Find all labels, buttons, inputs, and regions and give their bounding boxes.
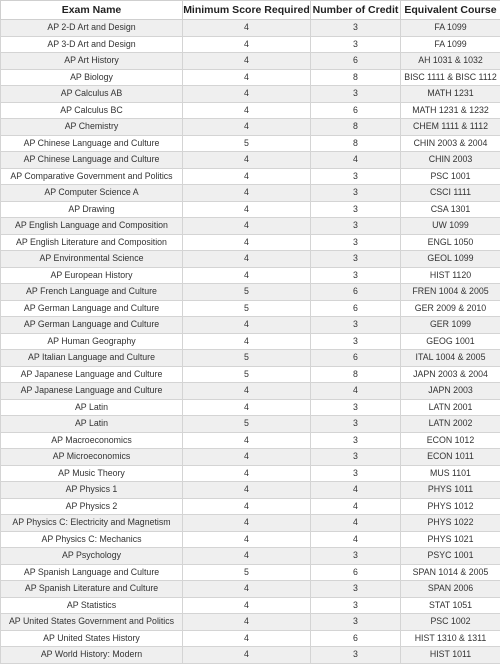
minimum-score-cell: 4 [183, 548, 311, 565]
exam-name-cell: AP Music Theory [1, 465, 183, 482]
minimum-score-cell: 5 [183, 135, 311, 152]
table-row [1, 333, 500, 350]
equivalent-course-cell: GEOL 1099 [401, 251, 500, 268]
equivalent-course-cell: MATH 1231 & 1232 [401, 102, 500, 119]
minimum-score-cell: 4 [183, 185, 311, 202]
exam-name-cell: AP Drawing [1, 201, 183, 218]
exam-name-cell: AP Physics C: Mechanics [1, 531, 183, 548]
exam-name-cell: AP German Language and Culture [1, 317, 183, 334]
exam-name-cell: AP German Language and Culture [1, 300, 183, 317]
equivalent-course-cell: CHEM 1111 & 1112 [401, 119, 500, 136]
minimum-score-cell: 5 [183, 284, 311, 301]
equivalent-course-cell: ENGL 1050 [401, 234, 500, 251]
credit-cell: 4 [311, 482, 401, 499]
table-row [1, 284, 500, 301]
credit-cell: 3 [311, 647, 401, 664]
table-row [1, 515, 500, 532]
exam-name-cell: AP Spanish Language and Culture [1, 564, 183, 581]
table-row [1, 350, 500, 367]
table-row [1, 498, 500, 515]
header-minimum-score: Minimum Score Required [183, 1, 311, 20]
minimum-score-cell: 4 [183, 317, 311, 334]
credit-cell: 3 [311, 333, 401, 350]
exam-name-cell: AP English Language and Composition [1, 218, 183, 235]
minimum-score-cell: 4 [183, 581, 311, 598]
credit-cell: 3 [311, 465, 401, 482]
exam-name-cell: AP Human Geography [1, 333, 183, 350]
table-row [1, 432, 500, 449]
credit-cell: 8 [311, 135, 401, 152]
minimum-score-cell: 4 [183, 531, 311, 548]
equivalent-course-cell: MUS 1101 [401, 465, 500, 482]
exam-name-cell: AP Latin [1, 399, 183, 416]
equivalent-course-cell: SPAN 2006 [401, 581, 500, 598]
credit-cell: 3 [311, 597, 401, 614]
credit-cell: 3 [311, 20, 401, 37]
table-row [1, 20, 500, 37]
exam-name-cell: AP United States History [1, 630, 183, 647]
exam-name-cell: AP Environmental Science [1, 251, 183, 268]
table-row [1, 548, 500, 565]
exam-name-cell: AP Microeconomics [1, 449, 183, 466]
table-row [1, 201, 500, 218]
table-body [1, 20, 500, 664]
table-row [1, 531, 500, 548]
table-row [1, 185, 500, 202]
minimum-score-cell: 4 [183, 53, 311, 70]
credit-cell: 6 [311, 630, 401, 647]
minimum-score-cell: 4 [183, 69, 311, 86]
exam-name-cell: AP Physics 2 [1, 498, 183, 515]
minimum-score-cell: 4 [183, 251, 311, 268]
equivalent-course-cell: SPAN 1014 & 2005 [401, 564, 500, 581]
equivalent-course-cell: PHYS 1011 [401, 482, 500, 499]
credit-cell: 3 [311, 581, 401, 598]
credit-cell: 6 [311, 102, 401, 119]
equivalent-course-cell: BISC 1111 & BISC 1112 [401, 69, 500, 86]
equivalent-course-cell: CSA 1301 [401, 201, 500, 218]
table-row [1, 300, 500, 317]
table-row [1, 581, 500, 598]
table-row [1, 234, 500, 251]
minimum-score-cell: 5 [183, 350, 311, 367]
table-row [1, 564, 500, 581]
credit-cell: 6 [311, 350, 401, 367]
minimum-score-cell: 4 [183, 333, 311, 350]
table-row [1, 614, 500, 631]
equivalent-course-cell: FA 1099 [401, 36, 500, 53]
minimum-score-cell: 4 [183, 168, 311, 185]
credit-cell: 3 [311, 251, 401, 268]
exam-name-cell: AP English Literature and Composition [1, 234, 183, 251]
table-row [1, 366, 500, 383]
table-row [1, 482, 500, 499]
table-row [1, 86, 500, 103]
table-row [1, 383, 500, 400]
equivalent-course-cell: PSC 1002 [401, 614, 500, 631]
table-row [1, 251, 500, 268]
table-row [1, 218, 500, 235]
credit-cell: 8 [311, 366, 401, 383]
credit-cell: 3 [311, 234, 401, 251]
equivalent-course-cell: HIST 1310 & 1311 [401, 630, 500, 647]
exam-name-cell: AP World History: Modern [1, 647, 183, 664]
equivalent-course-cell: ECON 1012 [401, 432, 500, 449]
minimum-score-cell: 4 [183, 36, 311, 53]
exam-name-cell: AP Comparative Government and Politics [1, 168, 183, 185]
exam-name-cell: AP Chinese Language and Culture [1, 152, 183, 169]
minimum-score-cell: 4 [183, 647, 311, 664]
credit-cell: 3 [311, 267, 401, 284]
credit-cell: 4 [311, 383, 401, 400]
equivalent-course-cell: GER 1099 [401, 317, 500, 334]
minimum-score-cell: 4 [183, 515, 311, 532]
credit-cell: 3 [311, 218, 401, 235]
exam-name-cell: AP Italian Language and Culture [1, 350, 183, 367]
minimum-score-cell: 4 [183, 20, 311, 37]
credit-cell: 3 [311, 449, 401, 466]
exam-name-cell: AP Psychology [1, 548, 183, 565]
exam-name-cell: AP Latin [1, 416, 183, 433]
minimum-score-cell: 4 [183, 432, 311, 449]
equivalent-course-cell: GER 2009 & 2010 [401, 300, 500, 317]
equivalent-course-cell: CHIN 2003 & 2004 [401, 135, 500, 152]
table-row [1, 36, 500, 53]
credit-cell: 3 [311, 168, 401, 185]
table-row [1, 135, 500, 152]
credit-cell: 8 [311, 119, 401, 136]
equivalent-course-cell: AH 1031 & 1032 [401, 53, 500, 70]
table-row [1, 168, 500, 185]
exam-name-cell: AP 2-D Art and Design [1, 20, 183, 37]
exam-name-cell: AP Japanese Language and Culture [1, 366, 183, 383]
equivalent-course-cell: CHIN 2003 [401, 152, 500, 169]
equivalent-course-cell: PHYS 1021 [401, 531, 500, 548]
equivalent-course-cell: LATN 2001 [401, 399, 500, 416]
minimum-score-cell: 4 [183, 267, 311, 284]
equivalent-course-cell: PHYS 1022 [401, 515, 500, 532]
table-row [1, 449, 500, 466]
exam-name-cell: AP Japanese Language and Culture [1, 383, 183, 400]
header-number-of-credit: Number of Credit [311, 1, 401, 20]
minimum-score-cell: 4 [183, 201, 311, 218]
table-row [1, 152, 500, 169]
credit-cell: 6 [311, 564, 401, 581]
minimum-score-cell: 4 [183, 465, 311, 482]
exam-name-cell: AP Calculus BC [1, 102, 183, 119]
exam-name-cell: AP Statistics [1, 597, 183, 614]
credit-cell: 3 [311, 201, 401, 218]
credit-cell: 6 [311, 53, 401, 70]
table-row [1, 465, 500, 482]
equivalent-course-cell: GEOG 1001 [401, 333, 500, 350]
minimum-score-cell: 5 [183, 300, 311, 317]
header-exam-name: Exam Name [1, 1, 183, 20]
credit-cell: 6 [311, 284, 401, 301]
credit-cell: 3 [311, 36, 401, 53]
exam-name-cell: AP Macroeconomics [1, 432, 183, 449]
minimum-score-cell: 4 [183, 449, 311, 466]
table-row [1, 53, 500, 70]
credit-cell: 3 [311, 399, 401, 416]
credit-cell: 4 [311, 515, 401, 532]
credit-cell: 3 [311, 614, 401, 631]
credit-cell: 8 [311, 69, 401, 86]
equivalent-course-cell: ITAL 1004 & 2005 [401, 350, 500, 367]
table-row [1, 102, 500, 119]
table-row [1, 597, 500, 614]
equivalent-course-cell: ECON 1011 [401, 449, 500, 466]
equivalent-course-cell: HIST 1120 [401, 267, 500, 284]
minimum-score-cell: 4 [183, 630, 311, 647]
equivalent-course-cell: CSCI 1111 [401, 185, 500, 202]
exam-name-cell: AP 3-D Art and Design [1, 36, 183, 53]
exam-name-cell: AP Computer Science A [1, 185, 183, 202]
minimum-score-cell: 5 [183, 564, 311, 581]
exam-name-cell: AP Chinese Language and Culture [1, 135, 183, 152]
equivalent-course-cell: FREN 1004 & 2005 [401, 284, 500, 301]
minimum-score-cell: 4 [183, 234, 311, 251]
table-row [1, 399, 500, 416]
minimum-score-cell: 4 [183, 102, 311, 119]
table-row [1, 69, 500, 86]
equivalent-course-cell: JAPN 2003 [401, 383, 500, 400]
equivalent-course-cell: MATH 1231 [401, 86, 500, 103]
exam-name-cell: AP Calculus AB [1, 86, 183, 103]
exam-name-cell: AP Art History [1, 53, 183, 70]
minimum-score-cell: 4 [183, 614, 311, 631]
credit-cell: 3 [311, 86, 401, 103]
minimum-score-cell: 4 [183, 152, 311, 169]
credit-cell: 3 [311, 317, 401, 334]
table-row [1, 119, 500, 136]
exam-name-cell: AP Spanish Literature and Culture [1, 581, 183, 598]
table-row [1, 267, 500, 284]
header-row [1, 1, 500, 20]
header-equivalent-course: Equivalent Course [401, 1, 500, 20]
minimum-score-cell: 4 [183, 218, 311, 235]
equivalent-course-cell: PSYC 1001 [401, 548, 500, 565]
credit-cell: 6 [311, 300, 401, 317]
equivalent-course-cell: LATN 2002 [401, 416, 500, 433]
equivalent-course-cell: JAPN 2003 & 2004 [401, 366, 500, 383]
equivalent-course-cell: FA 1099 [401, 20, 500, 37]
equivalent-course-cell: HIST 1011 [401, 647, 500, 664]
minimum-score-cell: 4 [183, 482, 311, 499]
exam-name-cell: AP Physics C: Electricity and Magnetism [1, 515, 183, 532]
exam-name-cell: AP French Language and Culture [1, 284, 183, 301]
credit-cell: 3 [311, 432, 401, 449]
credit-cell: 3 [311, 416, 401, 433]
exam-name-cell: AP Biology [1, 69, 183, 86]
exam-name-cell: AP United States Government and Politics [1, 614, 183, 631]
minimum-score-cell: 4 [183, 86, 311, 103]
minimum-score-cell: 4 [183, 383, 311, 400]
minimum-score-cell: 4 [183, 399, 311, 416]
table-row [1, 647, 500, 664]
table-row [1, 317, 500, 334]
minimum-score-cell: 5 [183, 366, 311, 383]
exam-name-cell: AP European History [1, 267, 183, 284]
minimum-score-cell: 4 [183, 597, 311, 614]
exam-name-cell: AP Chemistry [1, 119, 183, 136]
equivalent-course-cell: STAT 1051 [401, 597, 500, 614]
credit-cell: 3 [311, 548, 401, 565]
table-row [1, 630, 500, 647]
credit-cell: 4 [311, 152, 401, 169]
equivalent-course-cell: PHYS 1012 [401, 498, 500, 515]
minimum-score-cell: 4 [183, 498, 311, 515]
minimum-score-cell: 5 [183, 416, 311, 433]
table-row [1, 416, 500, 433]
equivalent-course-cell: UW 1099 [401, 218, 500, 235]
equivalent-course-cell: PSC 1001 [401, 168, 500, 185]
exam-name-cell: AP Physics 1 [1, 482, 183, 499]
credit-cell: 4 [311, 498, 401, 515]
credit-cell: 4 [311, 531, 401, 548]
minimum-score-cell: 4 [183, 119, 311, 136]
credit-cell: 3 [311, 185, 401, 202]
